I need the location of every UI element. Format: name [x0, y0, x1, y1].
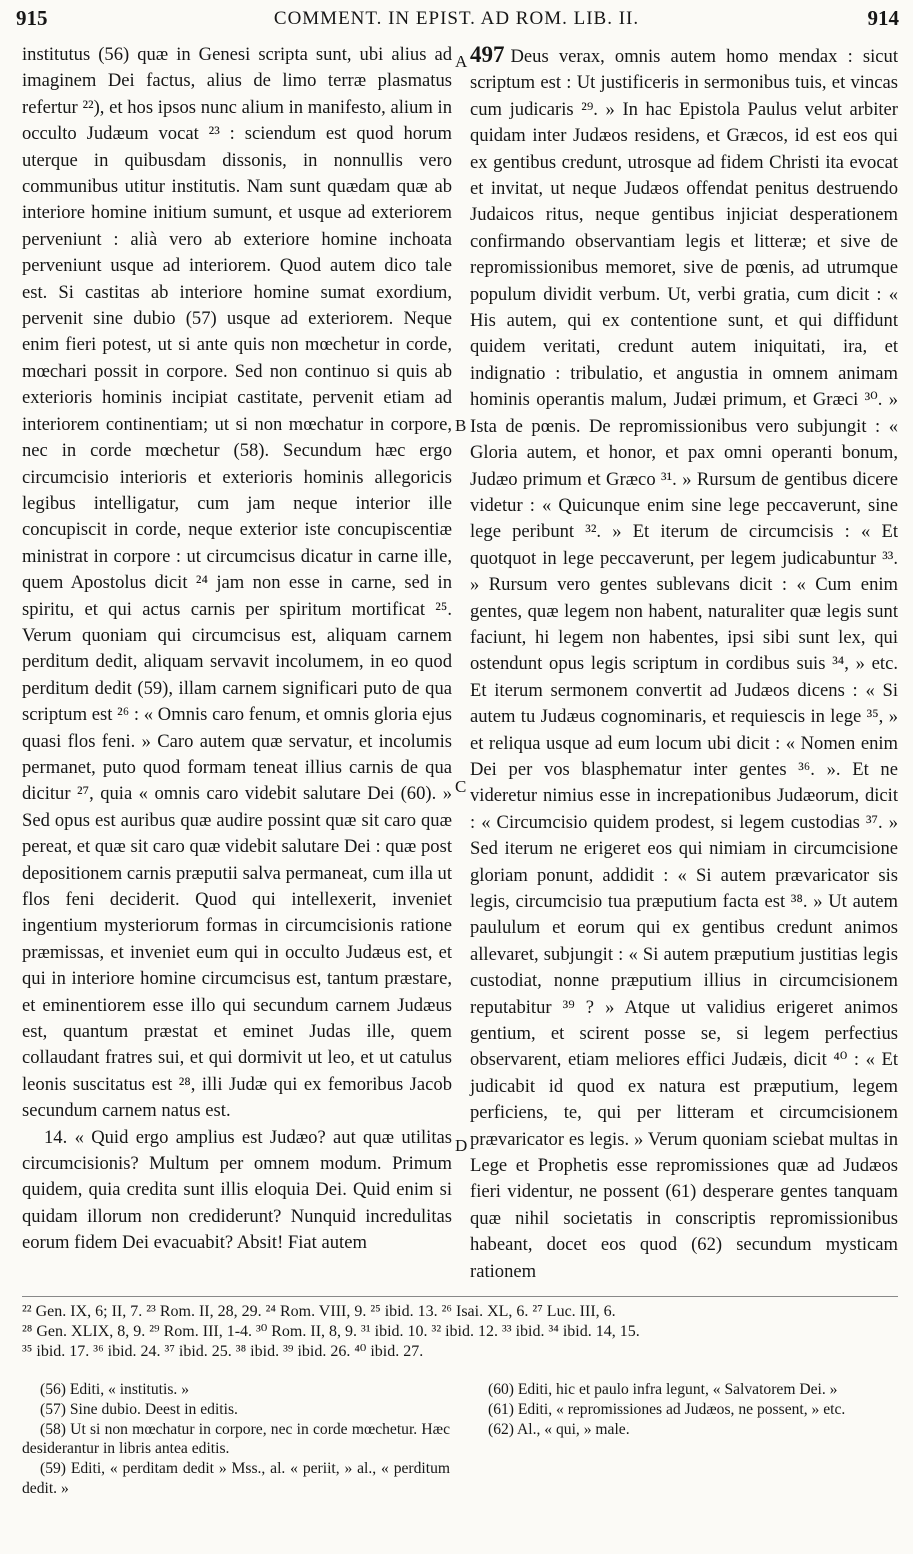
column-number: 497 [470, 42, 505, 67]
variant-note: (56) Editi, « institutis. » [40, 1381, 190, 1398]
left-paragraph-2: 14. « Quid ergo amplius est Judæo? aut quæ utilitas circumcisionis? Multum per omnem modum. Primum quidem, quia credita sunt illis eloquia Dei. Quid enim si quidam illorum non crediderunt? Nunquid incredulitas eorum fidem Dei evacuabit? Absit! Fiat autem [22, 1126, 452, 1254]
right-column [470, 42, 898, 1285]
section-marker-d: D [455, 1136, 468, 1155]
page-number-right: 914 [867, 6, 899, 30]
footnote-line-1: ²² Gen. IX, 6; II, 7. ²³ Rom. II, 28, 29. ²⁴ Rom. VIII, 9. ²⁵ ibid. 13. ²⁶ Isai. XL, 6. ²⁷ Luc. III, 6. [22, 1303, 616, 1320]
running-title: COMMENT. IN EPIST. AD ROM. LIB. II. [273, 8, 640, 29]
footnote-divider [22, 1296, 898, 1297]
page-header [0, 6, 913, 36]
variant-note: (62) Al., « qui, » male. [488, 1420, 630, 1438]
footnotes [22, 1302, 898, 1362]
section-marker-a: A [455, 52, 468, 71]
variant-notes-left [22, 1380, 450, 1499]
variant-notes-right [470, 1380, 898, 1439]
variant-note: (58) Ut si non mœchatur in corpore, nec in corde mœchetur. Hæc desiderantur in libris antea editis. [22, 1420, 450, 1458]
page-number-left: 915 [16, 6, 48, 30]
section-marker-b: B [455, 416, 467, 435]
left-column [22, 42, 452, 1257]
variant-note: (59) Editi, « perditam dedit » Mss., al. « periit, » al., « perditum dedit. » [22, 1460, 450, 1497]
footnote-line-2: ²⁸ Gen. XLIX, 8, 9. ²⁹ Rom. III, 1-4. ³⁰ Rom. II, 8, 9. ³¹ ibid. 10. ³² ibid. 12. ³³ ibid. ³⁴ ibid. 14, 15. [22, 1323, 640, 1340]
variant-note: (57) Sine dubio. Deest in editis. [40, 1400, 238, 1418]
right-paragraph-1 [470, 42, 898, 1285]
footnote-line-3: ³⁵ ibid. 17. ³⁶ ibid. 24. ³⁷ ibid. 25. ³⁸ ibid. ³⁹ ibid. 26. ⁴⁰ ibid. 27. [22, 1343, 424, 1360]
right-paragraph-text: Deus verax, omnis autem homo mendax : sicut scriptum est : Ut justificeris in sermonibus tuis, et vincas cum judicaris ²⁹. » In hac Epistola Paulus velut arbiter quidam inter Judæos residens, et Græcos, id est eos qui ex gentibus credunt, utrosque ad fidem Christi ita evocat et invitat, ut neque Judæos offendat penitus destruendo Judaicos ritus, neque gentibus injiciat desperationem confirmando observantiam legis et litteræ; et sive de repromissionibus memoret, sive de pœnis, ad utrumque populum dividit verbum. Ut, verbi gratia, cum dicit : « His autem, qui ex contentione sunt, et qui diffidunt quidem veritati, credunt autem iniquitati, ira, et indignatio : tribulatio, et angustia in omnem animam hominis operantis malum, Judæi primum, et Græci ³⁰. » Ista de pœnis. De repromissionibus vero subjungit : « Gloria autem, et honor, et pax omni operanti bonum, Judæo primum et Græco ³¹. » Rursum de gentibus dicere videtur : « Quicunque enim sine lege peccaverunt, sine lege peribunt ³². » Et iterum de circumcisis : « Et quotquot in lege peccaverunt, per legem judicabuntur ³³. » Rursum vero gentes sublevans dicit : « Cum enim gentes, quæ legem non habent, naturaliter quæ legis sunt faciunt, hi legem non habentes, ipsi sibi sunt lex, qui ostendunt opus legis scriptum in cordibus suis ³⁴, » etc. Et iterum sermonem convertit ad Judæos dicens : « Si autem tu Judæus cognominaris, et requiescis in lege ³⁵, » et reliqua usque ad eum locum ubi dicit : « Nomen enim Dei per vos blasphematur inter gentes ³⁶. ». Et ne videretur nimius esse in increpationibus Judæorum, dicit : « Circumcisio quidem prodest, si legem custodias ³⁷. » Sed iterum ne erigeret eos qui nimiam in circumcisione gloriam ponunt, addidit : « Si autem prævaricator sis legis, circumcisio tua præputium facta est ³⁸. » Ut autem paululum et eorum qui ex gentibus credunt animos allevaret, subjungit : « Si autem præputium justitias legis custodiat, nonne præputium illius in circumcisionem reputabitur ³⁹ ? » Atque ut validius erigeret animos gentium, et scirent posse se, si legem perfectius observarent, etiam meliores effici Judæis, dicit ⁴⁰ : « Et judicabit id quod ex natura est præputium, legem perficiens, te, qui per litteram et circumcisionem prævaricator es legis. » Verum quoniam sciebat multas in Lege et Prophetis esse repromissiones quæ ad Judæos fieri videntur, ne possent (61) desperare gentes tanquam quæ nihil societatis in conscriptis repromissionibus habeant, docet eos quod (62) secundum mysticam rationem [470, 46, 898, 1282]
variant-note: (61) Editi, « repromissiones ad Judæos, ne possent, » etc. [488, 1400, 846, 1418]
left-paragraph-1: institutus (56) quæ in Genesi scripta sunt, ubi alius ad imaginem Dei factus, alius de limo terræ plasmatus refertur ²²), et hos ipsos nunc alium in manifesto, alium in occulto Judæum vocat ²³ : sciendum est quod horum uterque in quibusdam dissonis, in nonnullis vero communibus utitur institutis. Nam sunt quædam quæ ab interiore homine initium sumunt, et usque ad exteriorem perveniunt : alià vero ab exteriore homine inchoata perveniunt usque ad interiorem. Quod autem dico tale est. Si castitas ab interiore homine sumat exordium, pervenit sine dubio (57) usque ad exteriorem. Neque enim fieri potest, ut si ante quis non mœchetur in corde, mœchari possit in corpore. Sed non continuo si quis ab exterioris hominis incipiat castitate, pervenit etiam ad interiorem continentiam; ut si non mœchatur in corpore, nec in corde mœchetur (58). Secundum hæc ergo circumcisio interioris et exterioris hominis allegoricis legibus intelligatur, cum jam neque interior ille concupiscit in corde, neque exterior iste concupiscentiæ ministrat in corpore : ut circumcisus dicatur in carne ille, quem Apostolus dicit ²⁴ jam non esse in carne, sed in spiritu, et qui actus carnis per spiritum mortificat ²⁵. Verum quoniam qui circumcisus est, aliquam carnem perditum dedit, aliquam servavit incolumem, in eo quod perditum dedit (59), illam carnem significari puto de qua scriptum est ²⁶ : « Omnis caro fenum, et omnis gloria ejus quasi flos feni. » Caro autem quæ servatur, et incolumis permanet, puto quod formam teneat illius carnis de qua dicitur ²⁷, quia « omnis caro videbit salutare Dei (60). » Sed opus est auribus quæ audire possint quæ sit caro quæ pereat, et quæ sit caro quæ videbit salutare Dei : quæ post depositionem carnis præputii salva permaneat, cum illa ut flos feni deciderit. Quod qui intellexerit, inveniet ingentium mysteriorum formas in circumcisionis ratione præmissas, et inveniet eum qui in occulto Judæus est, et qui in interiore homine circumcisus est, tantum præstare, et eminentiorem esse illo qui secundum carnem Judæus est, quantum præstat et eminet Judas ille, quem collaudant fratres sui, et qui dormivit ut leo, et ut catulus leonis suscitatus est ²⁸, illi Judæ qui ex femoribus Jacob secundum carnem natus est. [22, 44, 452, 1122]
variant-note: (60) Editi, hic et paulo infra legunt, « Salvatorem Dei. » [488, 1381, 838, 1398]
section-marker-c: C [455, 777, 467, 796]
